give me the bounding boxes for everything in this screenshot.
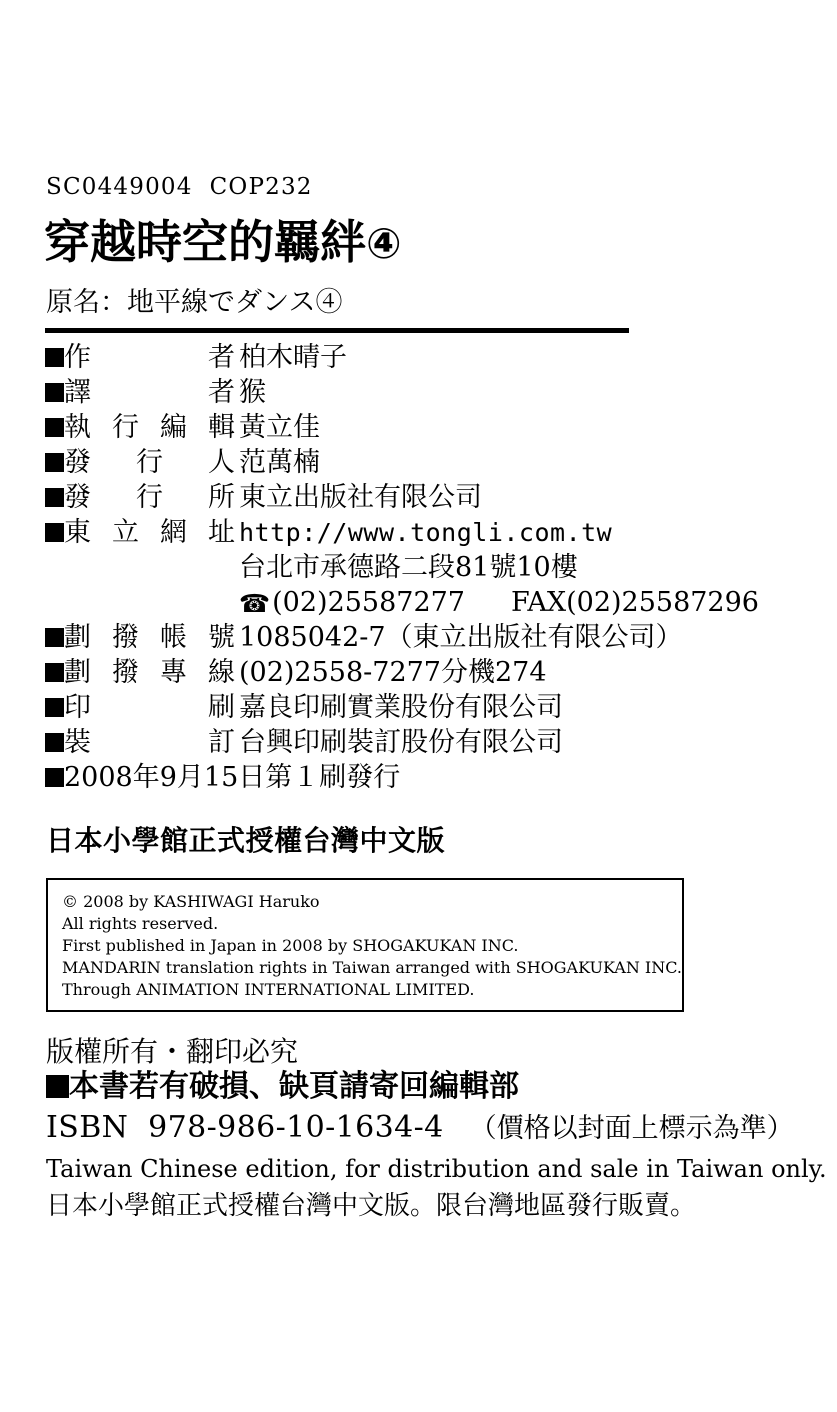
- credit-row-binding: [45, 729, 805, 764]
- title-divider: [45, 328, 629, 333]
- square-bullet-icon: [45, 523, 64, 542]
- credit-value-publisher: 東立出版社有限公司: [239, 482, 482, 513]
- phone-fax-line: [239, 589, 759, 616]
- square-bullet-icon: [45, 768, 64, 787]
- credit-row-address: [45, 554, 805, 589]
- original-title: [46, 288, 342, 318]
- isbn-row: [46, 1110, 826, 1145]
- print-date: 2008年9月15日第１刷發行: [64, 762, 401, 793]
- square-bullet-icon: [45, 733, 64, 752]
- credit-row-publisher: [45, 484, 805, 519]
- credit-row-printing: [45, 694, 805, 729]
- damaged-copy-text: 本書若有破損、缺頁請寄回編輯部: [69, 1069, 519, 1104]
- credit-row-postal-account: [45, 624, 805, 659]
- credit-label-editor: 執 行 編 輯: [64, 412, 235, 443]
- title-text: 穿越時空的羈絆: [44, 215, 366, 269]
- copyright-line: MANDARIN translation rights in Taiwan arranged with SHOGAKUKAN INC.: [62, 958, 682, 977]
- credit-row-translator: [45, 379, 805, 414]
- original-title-text: 地平線でダンス: [127, 287, 316, 318]
- fax-label: FAX: [511, 587, 567, 618]
- distribution-note-en: Taiwan Chinese edition, for distribution and sale in Taiwan only.: [46, 1155, 827, 1183]
- credit-label-postal-hotline: 劃 撥 專 線: [64, 657, 235, 688]
- damaged-copy-notice: [46, 1069, 826, 1104]
- copyright-line: First published in Japan in 2008 by SHOGAKUKAN INC.: [62, 936, 519, 955]
- original-title-label: 原名：: [46, 287, 127, 318]
- credit-row-print-date: [45, 764, 805, 802]
- credit-row-publisher-person: [45, 449, 805, 484]
- credit-label-publisher: 發 行 所: [64, 482, 235, 513]
- credit-value-printing: 嘉良印刷實業股份有限公司: [239, 692, 563, 723]
- credit-label-binding: 裝 訂: [64, 727, 235, 758]
- catalog-code: SC0449004 COP232: [46, 174, 313, 200]
- square-bullet-icon: [45, 663, 64, 682]
- footer-block: [46, 1032, 826, 1225]
- publisher-address: 台北市承德路二段81號10樓: [239, 552, 578, 583]
- credit-value-editor: 黃立佳: [239, 412, 320, 443]
- copyright-line: © 2008 by KASHIWAGI Haruko: [62, 892, 320, 911]
- square-bullet-icon: [45, 628, 64, 647]
- page-title: [44, 215, 402, 269]
- credit-label-postal-account: 劃 撥 帳 號: [64, 622, 235, 653]
- square-bullet-icon: [45, 348, 64, 367]
- credit-label-website: 東 立 網 址: [64, 517, 235, 548]
- credits-block: [45, 344, 805, 802]
- credit-label-author: 作 者: [64, 342, 235, 373]
- telephone-icon: ☎: [239, 589, 271, 618]
- square-bullet-icon: [45, 488, 64, 507]
- credit-value-postal-account: 1085042-7（東立出版社有限公司）: [239, 622, 683, 653]
- credit-row-author: [45, 344, 805, 379]
- square-bullet-icon: [46, 1075, 69, 1098]
- square-bullet-icon: [45, 453, 64, 472]
- license-heading: 日本小學館正式授權台灣中文版: [46, 824, 446, 857]
- copyright-line: Through ANIMATION INTERNATIONAL LIMITED.: [62, 980, 475, 999]
- square-bullet-icon: [45, 698, 64, 717]
- credit-row-postal-hotline: [45, 659, 805, 694]
- original-title-volume: ④: [315, 287, 343, 318]
- title-volume-number: ④: [366, 219, 402, 268]
- rights-reserved-notice: 版權所有・翻印必究: [46, 1035, 299, 1068]
- publisher-telephone: (02)25587277: [272, 587, 465, 618]
- publisher-website-url[interactable]: http://www.tongli.com.tw: [239, 518, 613, 547]
- credit-value-binding: 台興印刷裝訂股份有限公司: [239, 727, 563, 758]
- credit-label-publisher-person: 發 行 人: [64, 447, 235, 478]
- price-note: （價格以封面上標示為準）: [469, 1113, 794, 1144]
- isbn-number: ISBN 978-986-10-1634-4: [46, 1110, 444, 1145]
- credit-row-phone-fax: [45, 589, 805, 624]
- credit-row-editor: [45, 414, 805, 449]
- credit-value-postal-hotline: (02)2558-7277分機274: [239, 657, 547, 688]
- credit-value-translator: 猴: [239, 377, 266, 408]
- copyright-box: [46, 878, 684, 1012]
- credit-value-author: 柏木晴子: [239, 342, 347, 373]
- distribution-note-cn: 日本小學館正式授權台灣中文版。限台灣地區發行販賣。: [46, 1191, 697, 1221]
- credit-label-translator: 譯 者: [64, 377, 235, 408]
- square-bullet-icon: [45, 383, 64, 402]
- copyright-line: All rights reserved.: [62, 914, 219, 933]
- credit-value-publisher-person: 范萬楠: [239, 447, 320, 478]
- square-bullet-icon: [45, 418, 64, 437]
- credit-label-printing: 印 刷: [64, 692, 235, 723]
- credit-row-website: [45, 519, 805, 554]
- publisher-fax: (02)25587296: [566, 587, 759, 618]
